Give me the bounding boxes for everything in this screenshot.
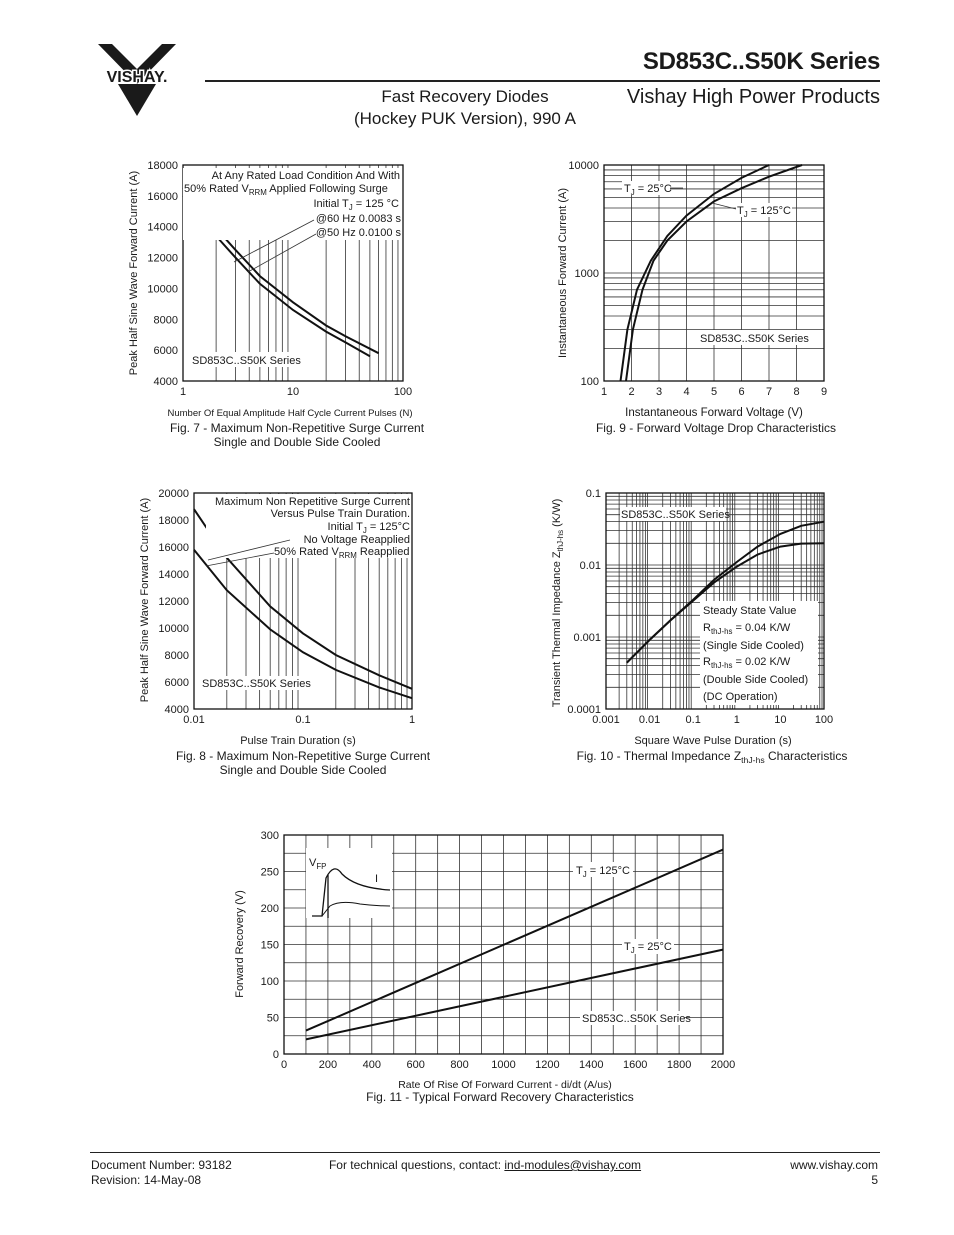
figure-caption (577, 749, 848, 765)
x-tick-label: 800 (450, 1059, 469, 1071)
y-tick-label: 10000 (568, 160, 599, 172)
y-tick-label: 150 (260, 939, 279, 952)
figure-caption: Fig. 8 - Maximum Non-Repetitive Surge Current (175, 749, 431, 763)
y-axis-label: Forward Recovery (V) (234, 890, 246, 998)
annotation-text: Maximum Non Repetitive Surge Current (214, 496, 410, 508)
label-part: (K/W) (551, 498, 563, 530)
inset-label-current: I (375, 873, 379, 885)
y-tick-label: 0.001 (573, 632, 601, 644)
y-tick-label: 1000 (574, 268, 599, 280)
website-link[interactable]: www.vishay.com (790, 1158, 878, 1172)
x-tick-label: 1800 (666, 1059, 692, 1071)
subtitle-line-2: (Hockey PUK Version), 990 A (353, 109, 577, 128)
chart-fig8 (139, 488, 431, 777)
y-axis-label: Instantaneous Forward Current (A) (557, 188, 569, 358)
y-axis-label: Peak Half Sine Wave Forward Current (A) (139, 497, 151, 703)
x-axis-label: Instantaneous Forward Voltage (V) (625, 407, 803, 419)
label-part: Fig. 10 - Thermal Impedance Z (576, 749, 742, 763)
annotation-text (313, 198, 399, 212)
label-part: = 125 °C (352, 198, 399, 210)
y-tick-label: 14000 (147, 221, 178, 234)
y-axis-label (551, 499, 565, 708)
y-tick-label: 6000 (153, 345, 178, 358)
annotation-text: Steady State Value (703, 605, 797, 617)
x-tick-label: 0.001 (592, 714, 620, 726)
inset-box (306, 848, 392, 918)
label-part: = 25°C (634, 941, 672, 953)
label-part: Reapplied (356, 546, 410, 558)
footer-right (660, 1158, 878, 1188)
label-part: Transient Thermal Impedance Z (551, 551, 563, 708)
x-tick-label: 2 (628, 386, 635, 398)
x-tick-label: 1000 (491, 1059, 516, 1071)
footer-divider (90, 1152, 880, 1153)
x-tick-label: 1 (733, 714, 740, 726)
y-tick-label: 0.0001 (567, 704, 601, 716)
annotation-text: No Voltage Reapplied (303, 534, 410, 546)
annotation-text (328, 521, 411, 535)
y-tick-label: 14000 (158, 569, 189, 581)
figure-caption: Fig. 11 - Typical Forward Recovery Characteristics (366, 1090, 634, 1104)
document-number: Document Number: 93182 (91, 1158, 232, 1172)
series-label: SD853C..S50K Series (192, 355, 301, 367)
annotation-text: (Double Side Cooled) (703, 674, 809, 686)
contact-line (280, 1158, 690, 1173)
x-tick-label: 400 (362, 1059, 381, 1071)
label-part: Initial T (313, 198, 349, 210)
page-number: 5 (871, 1173, 878, 1187)
figure-caption: Single and Double Side Cooled (213, 435, 381, 449)
label-part: J (348, 203, 353, 212)
y-tick-label: 10000 (158, 623, 189, 635)
series-label: SD853C..S50K Series (202, 678, 311, 690)
label-part: R (703, 656, 711, 668)
y-tick-label: 0 (272, 1049, 279, 1061)
x-tick-label: 4 (683, 386, 690, 398)
label-part: R (703, 622, 711, 634)
label-part: RRM (338, 551, 357, 560)
contact-text: For technical questions, contact: (328, 1158, 505, 1172)
label-part: V (309, 857, 317, 869)
y-tick-label: 0.01 (579, 560, 601, 572)
x-tick-label: 9 (820, 386, 828, 398)
series-label: SD853C..S50K Series (582, 1013, 691, 1025)
y-tick-label: 100 (260, 976, 279, 988)
label-part: T (624, 183, 631, 195)
y-tick-label: 16000 (147, 190, 178, 203)
x-tick-label: 0 (280, 1059, 288, 1071)
y-tick-label: 8000 (164, 650, 189, 662)
document-info (91, 1158, 232, 1188)
x-tick-label: 0.1 (685, 714, 701, 726)
label-part: FP (316, 862, 327, 871)
figure-caption: Single and Double Side Cooled (219, 763, 387, 777)
label-part: thJ-hs (556, 529, 565, 552)
y-tick-label: 4000 (153, 376, 178, 388)
x-tick-label: 100 (814, 714, 834, 726)
x-axis-label: Pulse Train Duration (s) (240, 735, 356, 747)
x-tick-label: 100 (393, 386, 413, 398)
label-part: J (630, 188, 635, 197)
label-part: = 125°C (747, 205, 791, 217)
x-tick-label: 1400 (579, 1059, 604, 1071)
x-tick-label: 0.1 (295, 714, 311, 726)
chart-fig9 (557, 160, 836, 435)
y-tick-label: 250 (260, 866, 279, 879)
y-axis-label: Peak Half Sine Wave Forward Current (A) (128, 170, 140, 376)
label-part: = 0.04 K/W (732, 622, 791, 634)
x-tick-label: 8 (793, 386, 800, 398)
x-tick-label: 6 (738, 386, 745, 398)
y-tick-label: 100 (580, 376, 599, 388)
annotation-text: At Any Rated Load Condition And With (211, 170, 400, 182)
y-tick-label: 12000 (158, 596, 189, 608)
y-tick-label: 10000 (147, 283, 178, 296)
label-part: Characteristics (764, 749, 848, 763)
chart-fig10 (551, 488, 847, 765)
label-part: thJ-hs (710, 627, 733, 636)
label-part: T (737, 205, 744, 217)
subtitle-line-1: Fast Recovery Diodes (381, 87, 549, 106)
x-tick-label: 3 (655, 386, 663, 398)
chart-fig11 (234, 830, 735, 1104)
figure-caption: Fig. 7 - Maximum Non-Repetitive Surge Current (169, 421, 425, 435)
x-axis-label: Square Wave Pulse Duration (s) (634, 735, 792, 747)
y-tick-label: 0.1 (585, 488, 601, 500)
x-tick-label: 1200 (535, 1059, 560, 1071)
label-part: J (362, 526, 367, 535)
label-part: Initial T (327, 521, 363, 533)
label-part: RRM (248, 188, 267, 197)
x-tick-label: 0.01 (638, 714, 661, 726)
x-tick-label: 0.01 (183, 714, 205, 726)
label-part: = 25°C (634, 183, 672, 195)
x-tick-label: 10 (774, 714, 787, 726)
label-part: thJ-hs (710, 661, 733, 670)
revision-date: Revision: 14-May-08 (91, 1173, 202, 1187)
contact-email-link[interactable]: ind-modules@vishay.com (504, 1158, 642, 1172)
y-tick-label: 6000 (164, 677, 189, 689)
label-part: J (630, 946, 635, 955)
label-part: thJ-hs (741, 755, 765, 765)
label-part: 50% Rated V (184, 183, 249, 195)
label-part: = 125°C (586, 865, 630, 877)
label-part: J (743, 210, 748, 219)
division-name: Vishay High Power Products (626, 86, 880, 108)
label-part: = 0.02 K/W (732, 656, 791, 668)
x-tick-label: 200 (318, 1059, 338, 1071)
annotation-text: @50 Hz 0.0100 s (315, 227, 401, 239)
annotation-text: Versus Pulse Train Duration. (270, 508, 410, 520)
y-tick-label: 4000 (164, 704, 189, 716)
y-tick-label: 18000 (158, 515, 189, 527)
y-tick-label: 16000 (158, 542, 189, 554)
label-part: 50% Rated V (274, 546, 339, 558)
annotation-text: @60 Hz 0.0083 s (315, 213, 401, 225)
annotation-text (184, 183, 388, 197)
x-axis-label: Rate Of Rise Of Forward Current - di/dt (A/us) (398, 1079, 612, 1091)
label-part: Applied Following Surge (266, 183, 388, 195)
label-part: T (624, 941, 631, 953)
annotation-text: (Single Side Cooled) (703, 640, 804, 652)
series-label: SD853C..S50K Series (700, 333, 809, 345)
label-part: J (582, 870, 587, 879)
figure-caption: Fig. 9 - Forward Voltage Drop Characteristics (595, 421, 837, 435)
label-part: T (576, 865, 583, 877)
x-axis-label: Number Of Equal Amplitude Half Cycle Current Pulses (N) (167, 408, 413, 419)
x-tick-label: 600 (406, 1059, 425, 1071)
y-tick-label: 50 (266, 1012, 279, 1025)
x-tick-label: 1 (600, 386, 608, 398)
y-tick-label: 8000 (153, 314, 178, 327)
label-part: = 125°C (366, 521, 410, 533)
y-tick-label: 200 (260, 903, 279, 915)
logo-wordmark: VISHAY. (106, 69, 168, 86)
y-tick-label: 12000 (147, 252, 178, 265)
x-tick-label: 1 (179, 386, 187, 398)
series-label: SD853C..S50K Series (621, 509, 730, 521)
x-tick-label: 5 (710, 386, 718, 398)
x-tick-label: 10 (286, 386, 300, 398)
y-tick-label: 20000 (158, 488, 189, 500)
annotation-text: (DC Operation) (703, 691, 778, 703)
x-tick-label: 1600 (622, 1059, 648, 1071)
x-tick-label: 1 (408, 714, 416, 726)
chart-fig7 (128, 160, 425, 449)
page-title: SD853C..S50K Series (642, 48, 880, 75)
x-tick-label: 7 (765, 386, 773, 398)
y-tick-label: 18000 (147, 160, 178, 172)
x-tick-label: 2000 (710, 1059, 736, 1071)
y-tick-label: 300 (260, 830, 279, 842)
